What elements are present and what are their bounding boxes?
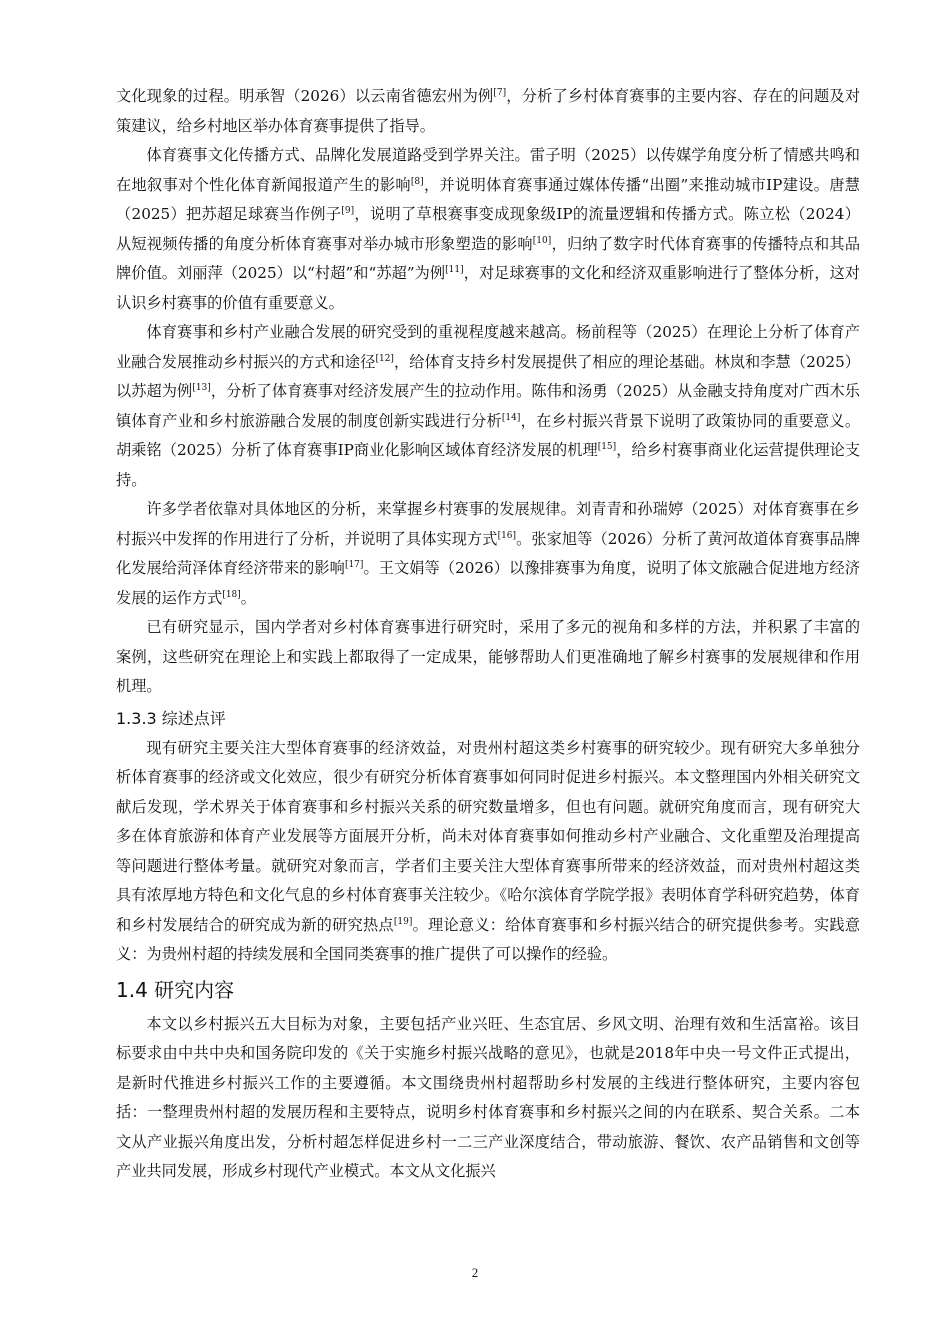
- citation-ref: [16]: [497, 530, 517, 541]
- citation-ref: [14]: [501, 412, 521, 423]
- text-run: ，给体育支持乡村发展提供了相应的理论基础。林岚和李慧（2025）以苏超为例: [116, 352, 860, 400]
- citation-ref: [12]: [375, 353, 394, 364]
- text-run: 文化现象的过程。明承智（2026）以云南省德宏州为例: [116, 87, 494, 105]
- page-body: [116, 82, 860, 1187]
- section-heading-1-3-3: 1.3.3 综述点评: [116, 708, 226, 728]
- text-run: 许多学者依靠对具体地区的分析，来掌握乡村赛事的发展规律。刘青青和孙瑞婷（2025）对体育赛事在乡村振兴中发挥的作用进行了分析，并说明了具体实现方式: [116, 500, 860, 548]
- text-run: ，并说明体育赛事通过媒体传播“出圈”来推动城市IP建设。唐慧（2025）把苏超足球赛当作例子: [116, 175, 860, 223]
- text-run: 。: [240, 588, 256, 607]
- text-run: ，分析了乡村体育赛事的主要内容、存在的问题及对策建议，给乡村地区举办体育赛事提供了指导。: [116, 87, 861, 135]
- text-run: 。理论意义：给体育赛事和乡村振兴结合的研究提供参考。实践意义：为贵州村超的持续发展和全国同类赛事的推广提供了可以操作的经验。: [116, 915, 861, 963]
- section-heading-1-4: 1.4 研究内容: [116, 977, 235, 1002]
- text-run: ，在乡村振兴背景下说明了政策协同的重要意义。胡乘铭（2025）分析了体育赛事IP商业化影响区域体育经济发展的机理: [116, 411, 861, 459]
- citation-ref: [8]: [410, 176, 424, 187]
- citation-ref: [19]: [393, 916, 413, 927]
- citation-ref: [15]: [597, 442, 617, 452]
- text-run: ，对足球赛事的文化和经济双重影响进行了整体分析，这对认识乡村赛事的价值有重要意义。: [116, 264, 860, 312]
- summary-paragraph: 已有研究显示，国内学者对乡村体育赛事进行研究时，采用了多元的视角和多样的方法，并积累了丰富的案例，这些研究在理论上和实践上都取得了一定成果，能够帮助人们更准确地了解乡村赛事的发展规律和作用机理。: [116, 618, 860, 695]
- citation-ref: [10]: [532, 235, 552, 246]
- page-number: 2: [471, 1265, 479, 1280]
- content-paragraph: 本文以乡村振兴五大目标为对象，主要包括产业兴旺、生态宜居、乡风文明、治理有效和生活富裕。该目标要求由中共中央和国务院印发的《关于实施乡村振兴战略的意见》，也就是2018年中央一号文件正式提出，是新时代推进乡村振兴工作的主要遵循。本文围绕贵州村超帮助乡村发展的主线进行整体研究，主要内容包括：一整理贵州村超的发展历程和主要特点，说明乡村体育赛事和乡村振兴之间的内在联系、契合关系。二本文从产业振兴角度出发，分析村超怎样促进乡村一二三产业深度结合，带动旅游、餐饮、农产品销售和文创等产业共同发展，形成乡村现代产业模式。本文从文化振兴: [116, 1014, 860, 1180]
- text-run: 现有研究主要关注大型体育赛事的经济效益，对贵州村超这类乡村赛事的研究较少。现有研究大多单独分析体育赛事的经济或文化效应，很少有研究分析体育赛事如何同时促进乡村振兴。本文整理国内外相关研究文献后发现，学术界关于体育赛事和乡村振兴关系的研究数量增多，但也有问题。就研究角度而言，现有研究大多在体育旅游和体育产业发展等方面展开分析，尚未对体育赛事如何推动乡村产业融合、文化重塑及治理提高等问题进行整体考量。就研究对象而言，学者们主要关注大型体育赛事所带来的经济效益，而对贵州村超这类具有浓厚地方特色和文化气息的乡村体育赛事关注较少。《哈尔滨体育学院学报》表明体育学科研究趋势，体育和乡村发展结合的研究成为新的研究热点: [116, 738, 860, 934]
- culture-paragraph: [116, 141, 860, 318]
- citation-ref: [13]: [192, 383, 211, 393]
- industry-paragraph: [116, 318, 860, 495]
- text-run: ，给乡村赛事商业化运营提供理论支持。: [116, 441, 861, 489]
- regional-paragraph: [116, 495, 860, 613]
- citation-ref: [17]: [344, 560, 364, 570]
- review-paragraph: [116, 734, 860, 970]
- text-run: ，说明了草根赛事变成现象级IP的流量逻辑和传播方式。陈立松（2024）从短视频传播的角度分析体育赛事对举办城市形象塑造的影响: [116, 205, 860, 253]
- citation-ref: [18]: [222, 589, 241, 600]
- citation-ref: [9]: [341, 206, 355, 216]
- text-run: 体育赛事和乡村产业融合发展的研究受到的重视程度越来越高。杨前程等（2025）在理论上分析了体育产业融合发展推动乡村振兴的方式和途径: [116, 323, 860, 371]
- text-run: ，归纳了数字时代体育赛事的传播特点和其品牌价值。刘丽萍（2025）以“村超”和“苏超”为例: [116, 234, 861, 282]
- text-run: 。张家旭等（2026）分析了黄河故道体育赛事品牌化发展给菏泽体育经济带来的影响: [116, 529, 861, 577]
- intro-tail-paragraph: [116, 82, 860, 141]
- text-run: 体育赛事文化传播方式、品牌化发展道路受到学界关注。雷子明（2025）以传媒学角度分析了情感共鸣和在地叙事对个性化体育新闻报道产生的影响: [116, 146, 860, 194]
- text-run: 。王文娟等（2026）以豫排赛事为角度，说明了体文旅融合促进地方经济发展的运作方式: [116, 559, 861, 607]
- text-run: ，分析了体育赛事对经济发展产生的拉动作用。陈伟和汤勇（2025）从金融支持角度对广西木乐镇体育产业和乡村旅游融合发展的制度创新实践进行分析: [116, 382, 860, 430]
- citation-ref: [7]: [493, 88, 507, 98]
- citation-ref: [11]: [445, 265, 464, 275]
